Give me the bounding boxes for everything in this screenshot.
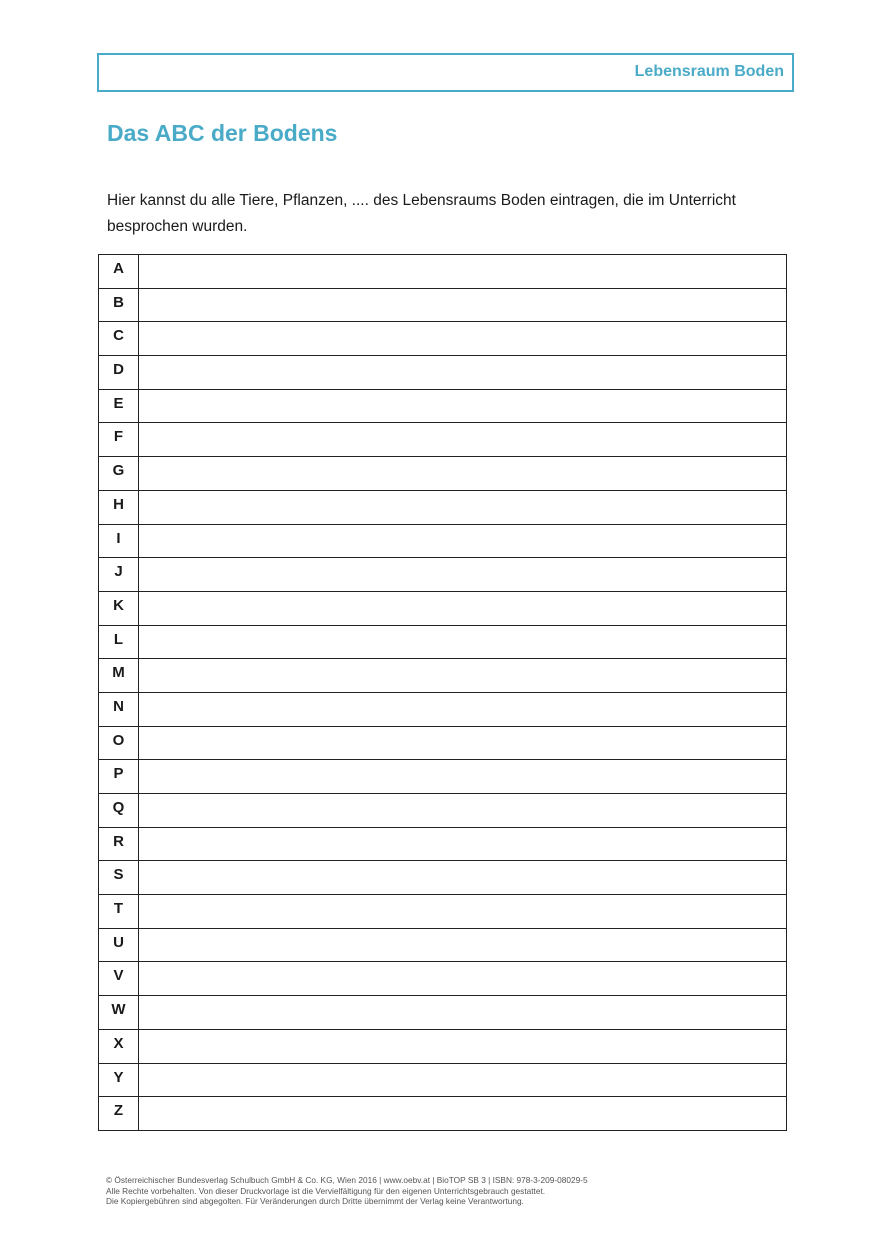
table-row: [99, 962, 787, 996]
table-row: [99, 827, 787, 861]
entry-cell[interactable]: [139, 288, 787, 322]
table-row: [99, 255, 787, 289]
footer-fees: Die Kopiergebühren sind abgegolten. Für Veränderungen durch Dritte übernimmt der Verlag keine Verantwortung.: [106, 1196, 524, 1206]
entry-cell[interactable]: [139, 861, 787, 895]
entry-cell[interactable]: [139, 760, 787, 794]
entry-cell[interactable]: [139, 659, 787, 693]
entry-cell[interactable]: [139, 726, 787, 760]
table-row: [99, 490, 787, 524]
letter-cell: V: [99, 962, 139, 996]
entry-cell[interactable]: [139, 928, 787, 962]
footer: [106, 1175, 588, 1207]
table-row: [99, 861, 787, 895]
letter-cell: B: [99, 288, 139, 322]
table-row: [99, 558, 787, 592]
entry-cell[interactable]: [139, 895, 787, 929]
entry-cell[interactable]: [139, 625, 787, 659]
table-row: [99, 457, 787, 491]
table-row: [99, 1029, 787, 1063]
table-row: [99, 692, 787, 726]
table-row: [99, 760, 787, 794]
letter-cell: I: [99, 524, 139, 558]
letter-cell: L: [99, 625, 139, 659]
footer-copyright: © Österreichischer Bundesverlag Schulbuch GmbH & Co. KG, Wien 2016 | www.oebv.at | BioTOP SB 3 | ISBN: 978-3-209-08029-5: [106, 1175, 588, 1185]
letter-cell: Q: [99, 794, 139, 828]
letter-cell: R: [99, 827, 139, 861]
entry-cell[interactable]: [139, 591, 787, 625]
table-row: [99, 726, 787, 760]
footer-rights: Alle Rechte vorbehalten. Von dieser Druckvorlage ist die Vervielfältigung für den eigenen Unterrichtsgebrauch gestattet.: [106, 1185, 546, 1196]
table-row: [99, 389, 787, 423]
letter-cell: C: [99, 322, 139, 356]
letter-cell: U: [99, 928, 139, 962]
entry-cell[interactable]: [139, 255, 787, 289]
header-label: Lebensraum Boden: [634, 63, 784, 80]
entry-cell[interactable]: [139, 524, 787, 558]
letter-cell: G: [99, 457, 139, 491]
entry-cell[interactable]: [139, 692, 787, 726]
letter-cell: W: [99, 996, 139, 1030]
entry-cell[interactable]: [139, 827, 787, 861]
letter-cell: F: [99, 423, 139, 457]
letter-cell: J: [99, 558, 139, 592]
letter-cell: S: [99, 861, 139, 895]
letter-cell: K: [99, 591, 139, 625]
letter-cell: Y: [99, 1063, 139, 1097]
letter-cell: M: [99, 659, 139, 693]
entry-cell[interactable]: [139, 356, 787, 390]
entry-cell[interactable]: [139, 389, 787, 423]
entry-cell[interactable]: [139, 423, 787, 457]
entry-cell[interactable]: [139, 962, 787, 996]
table-row: [99, 928, 787, 962]
entry-cell[interactable]: [139, 322, 787, 356]
letter-cell: E: [99, 389, 139, 423]
entry-cell[interactable]: [139, 558, 787, 592]
entry-cell[interactable]: [139, 490, 787, 524]
letter-cell: P: [99, 760, 139, 794]
table-row: [99, 356, 787, 390]
entry-cell[interactable]: [139, 794, 787, 828]
entry-cell[interactable]: [139, 1029, 787, 1063]
table-row: [99, 895, 787, 929]
table-row: [99, 288, 787, 322]
abc-table: [98, 254, 787, 1131]
table-row: [99, 423, 787, 457]
table-row: [99, 996, 787, 1030]
intro-text: Hier kannst du alle Tiere, Pflanzen, .... des Lebensraums Boden eintragen, die im Unterricht besprochen wurden.: [107, 192, 736, 235]
table-row: [99, 625, 787, 659]
table-row: [99, 1097, 787, 1131]
letter-cell: N: [99, 692, 139, 726]
table-row: [99, 524, 787, 558]
letter-cell: O: [99, 726, 139, 760]
entry-cell[interactable]: [139, 1063, 787, 1097]
header-box: [97, 53, 794, 92]
table-row: [99, 1063, 787, 1097]
table-row: [99, 794, 787, 828]
entry-cell[interactable]: [139, 996, 787, 1030]
table-row: [99, 591, 787, 625]
letter-cell: H: [99, 490, 139, 524]
page-title: Das ABC der Bodens: [107, 120, 338, 146]
entry-cell[interactable]: [139, 1097, 787, 1131]
letter-cell: X: [99, 1029, 139, 1063]
letter-cell: T: [99, 895, 139, 929]
letter-cell: D: [99, 356, 139, 390]
table-row: [99, 322, 787, 356]
entry-cell[interactable]: [139, 457, 787, 491]
letter-cell: A: [99, 255, 139, 289]
table-row: [99, 659, 787, 693]
letter-cell: Z: [99, 1097, 139, 1131]
